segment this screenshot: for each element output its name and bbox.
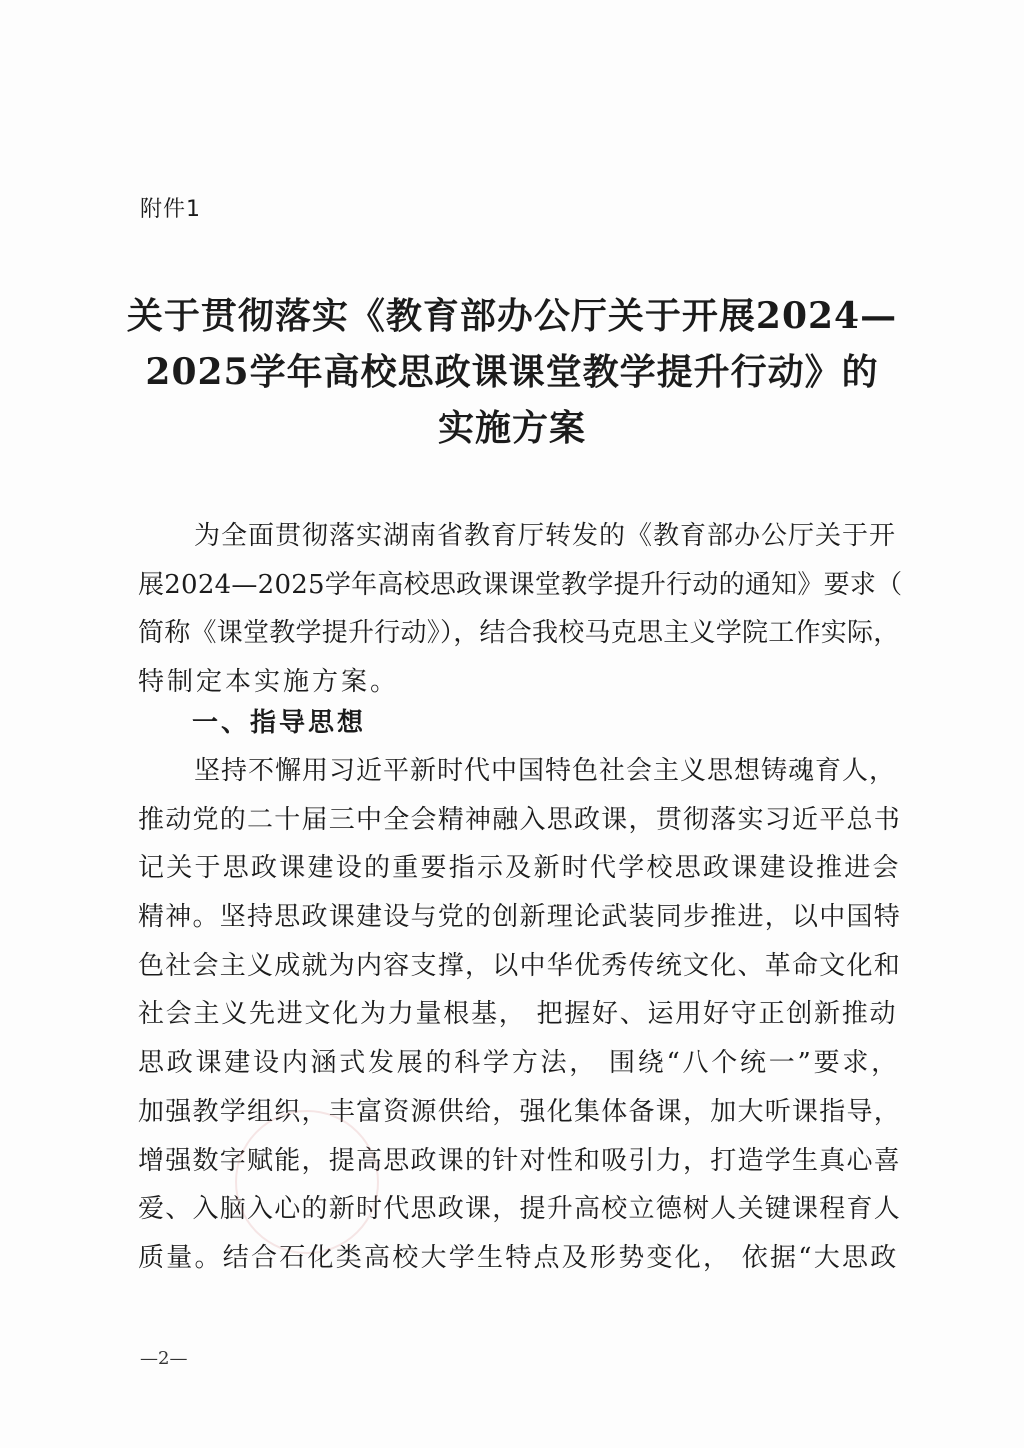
paragraph-line: 质量。结合石化类高校大学生特点及形势变化， 依据“大思政 xyxy=(138,1242,899,1273)
paragraph-line: 简称《课堂教学提升行动》），结合我校马克思主义学院工作实际， xyxy=(138,618,900,649)
document-title xyxy=(100,288,924,456)
paragraph-line: 爱、入脑入心的新时代思政课，提升高校立德树人关键课程育人 xyxy=(138,1194,902,1225)
intro-paragraph xyxy=(138,512,902,707)
paragraph-line: 加强教学组织，丰富资源供给，强化集体备课，加大听课指导， xyxy=(138,1096,902,1127)
guiding-ideology-paragraph xyxy=(138,747,902,1283)
title-line: 关于贯彻落实《教育部办公厅关于开展2024— xyxy=(126,295,898,337)
title-line: 2025学年高校思政课课堂教学提升行动》的 xyxy=(145,351,879,393)
paragraph-line: 色社会主义成就为内容支撑，以中华优秀传统文化、革命文化和 xyxy=(138,950,902,981)
paragraph-line: 社会主义先进文化为力量根基， 把握好、运用好守正创新推动 xyxy=(138,999,898,1030)
page-number: —2— xyxy=(140,1348,188,1369)
paragraph-line: 思政课建设内涵式发展的科学方法， 围绕“八个统一”要求， xyxy=(138,1048,900,1079)
title-line: 实施方案 xyxy=(437,407,586,449)
paragraph-line: 记关于思政课建设的重要指示及新时代学校思政课建设推进会 xyxy=(138,853,901,884)
paragraph-line: 坚持不懈用习近平新时代中国特色社会主义思想铸魂育人， xyxy=(194,756,897,786)
paragraph-line: 推动党的二十届三中全会精神融入思政课，贯彻落实习近平总书 xyxy=(138,804,902,835)
paragraph-line: 展2024—2025学年高校思政课课堂教学提升行动的通知》要求（ xyxy=(138,569,903,600)
attachment-label: 附件1 xyxy=(140,197,201,222)
paragraph-line: 为全面贯彻落实湖南省教育厅转发的《教育部办公厅关于开 xyxy=(194,521,897,551)
paragraph-line: 精神。坚持思政课建设与党的创新理论武装同步推进，以中国特 xyxy=(138,902,902,933)
paragraph-line: 增强数字赋能，提高思政课的针对性和吸引力，打造学生真心喜 xyxy=(138,1145,902,1176)
paragraph-line: 特制定本实施方案。 xyxy=(138,667,400,698)
section-heading: 一、指导思想 xyxy=(192,708,367,738)
